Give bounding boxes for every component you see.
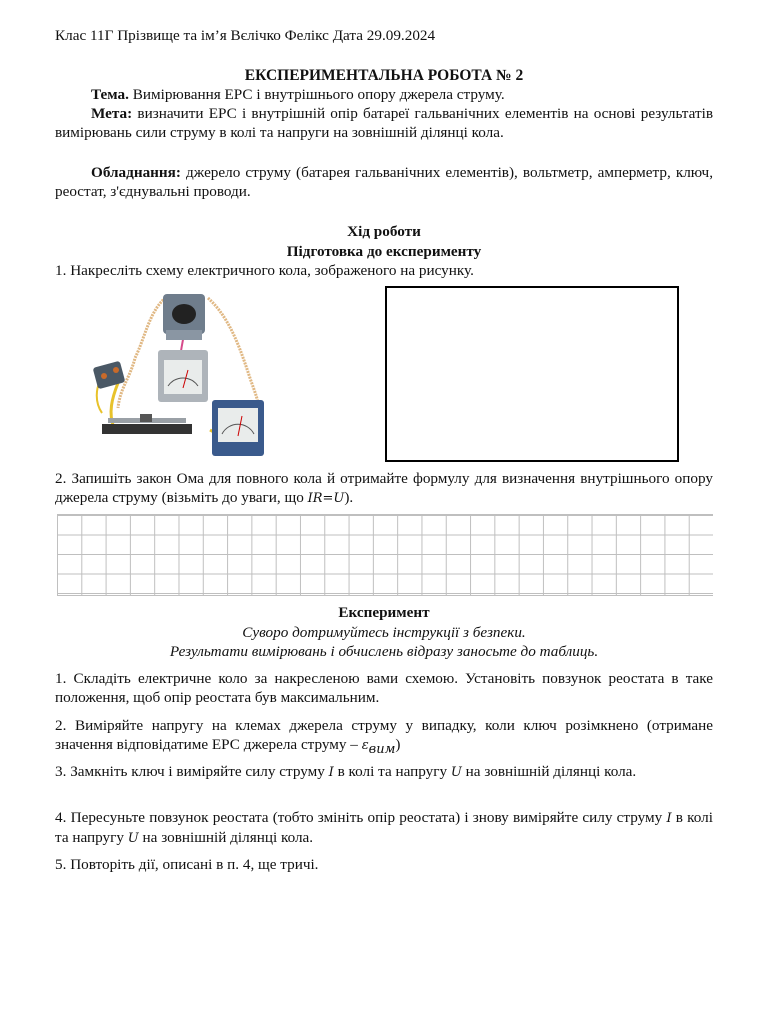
step-4-text-c: на зовнішній ділянці кола. [138, 829, 314, 846]
experiment-step-1: 1. Складіть електричне коло за накресленою вами схемою. Установіть повзунок реостата в таке положення, щоб опір реостата був максимальним. [55, 670, 713, 706]
emf-subscript: вим [368, 742, 396, 758]
step-3-text-c: на зовнішній ділянці кола. [461, 763, 637, 780]
experiment-step-5: 5. Повторіть дії, описані в п. 4, ще тричі. [55, 856, 319, 873]
goal-text: визначити ЕРС і внутрішній опір батареї гальванічних елементів на основі результатів вимірювань сили струму в колі та напруги на зовнішній ділянці кола. [55, 105, 713, 141]
goal-paragraph [55, 104, 713, 142]
goal-label: Мета: [91, 105, 133, 122]
step-4-text-b: в колі та напругу [55, 809, 713, 846]
step-4-text-a: 4. Пересуньте повзунок реостата (тобто змініть опір реостата) і знову виміряйте силу струму [55, 809, 667, 826]
prep-step-2-text: 2. Запишіть закон Ома для повного кола й отримайте формулу для визначення внутрішнього опору джерела струму (візьміть до уваги, що [55, 470, 713, 506]
page-title: ЕКСПЕРИМЕНТАЛЬНА РОБОТА № 2 [244, 67, 524, 84]
voltage-symbol: U [127, 831, 139, 846]
theme-label: Тема. [91, 86, 129, 103]
procedure-heading: Хід роботи [347, 223, 421, 240]
emf-symbol: ε [361, 738, 369, 753]
circuit-photo [90, 288, 290, 460]
equipment-label: Обладнання: [91, 164, 181, 181]
current-symbol: I [666, 811, 672, 826]
step-3-text-b: в колі та напругу [333, 763, 451, 780]
current-symbol: I [328, 765, 334, 780]
experiment-heading: Експеримент [338, 604, 430, 621]
step-3-text-a: 3. Замкніть ключ і виміряйте силу струму [55, 763, 329, 780]
prep-step-2 [55, 469, 713, 508]
safety-note: Суворо дотримуйтесь інструкції з безпеки. [242, 624, 526, 641]
answer-grid[interactable] [57, 514, 713, 596]
record-note: Результати вимірювань і обчислень відразу заносьте до таблиць. [169, 643, 599, 660]
step-2-end: ) [395, 736, 401, 753]
equipment-paragraph [55, 163, 713, 201]
prep-step-2-end: ). [344, 489, 354, 506]
experiment-step-4 [55, 808, 713, 848]
experiment-step-3 [55, 762, 713, 782]
student-header: Клас 11Г Прізвище та ім’я Вєлічко Фелікс Дата 29.09.2024 [55, 27, 436, 44]
ohm-formula: IR=U [307, 491, 345, 506]
step-2-text: 2. Виміряйте напругу на клемах джерела струму у випадку, коли ключ розімкнено (отримане значення відповідатиме ЕРС джерела струму – [55, 717, 713, 753]
theme-text: Вимірювання ЕРС і внутрішнього опору джерела струму. [128, 86, 505, 103]
theme-paragraph [55, 85, 713, 104]
voltage-symbol: U [450, 765, 462, 780]
prep-step-1: 1. Накресліть схему електричного кола, зображеного на рисунку. [55, 262, 474, 279]
experiment-step-2 [55, 716, 713, 759]
prep-heading: Підготовка до експерименту [286, 243, 482, 260]
circuit-drawing-box[interactable] [385, 286, 679, 462]
equipment-text: джерело струму (батарея гальванічних елементів), вольтметр, амперметр, ключ, реостат, з'єднувальні проводи. [55, 164, 713, 200]
